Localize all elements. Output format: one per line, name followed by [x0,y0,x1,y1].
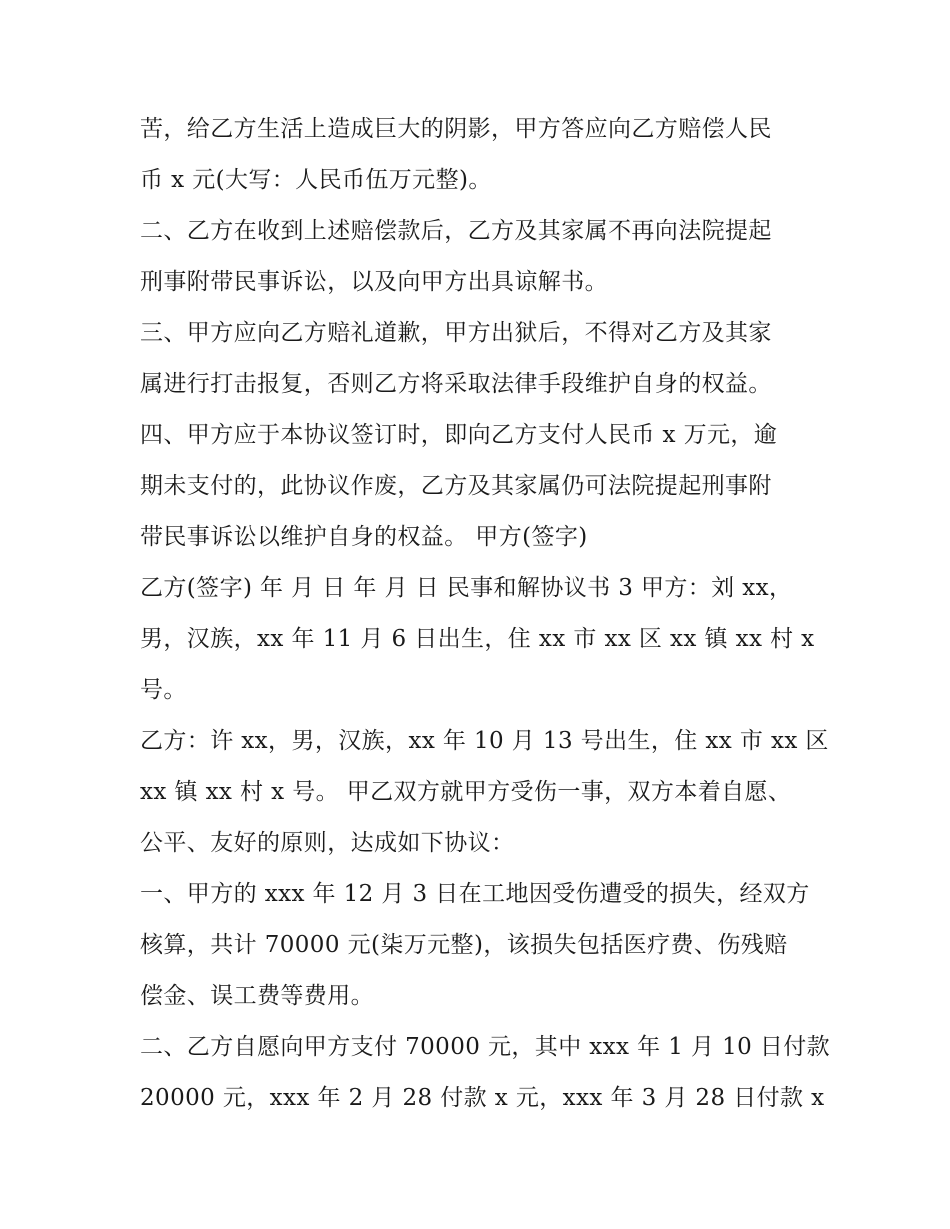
text-line: 币 x 元(大写：人民币伍万元整)。 [140,167,492,193]
text-line: 刑事附带民事诉讼，以及向甲方出具谅解书。 [140,269,608,295]
text-line: 乙方：许 xx，男，汉族，xx 年 10 月 13 号出生，住 xx 市 xx 区 [140,728,829,754]
text-line: 一、甲方的 xxx 年 12 月 3 日在工地因受伤遭受的损失，经双方 [140,881,810,907]
text-line: 属进行打击报复，否则乙方将采取法律手段维护自身的权益。 [140,371,772,397]
text-line: 20000 元，xxx 年 2 月 28 付款 x 元，xxx 年 3 月 28 日付款 x [140,1085,825,1111]
agreement-text [140,104,831,1124]
text-line: 核算，共计 70000 元(柒万元整)，该损失包括医疗费、伤残赔 [140,932,788,958]
text-line: 男，汉族，xx 年 11 月 6 日出生，住 xx 市 xx 区 xx 镇 xx 村 x [140,626,815,652]
text-line: 乙方(签字) 年 月 日 年 月 日 民事和解协议书 3 甲方：刘 xx， [140,575,793,601]
text-line: xx 镇 xx 村 x 号。 甲乙双方就甲方受伤一事，双方本着自愿、 [140,779,792,805]
text-line: 公平、友好的原则，达成如下协议： [140,830,515,856]
text-line: 偿金、误工费等费用。 [140,983,374,1009]
text-line: 苦，给乙方生活上造成巨大的阴影，甲方答应向乙方赔偿人民 [140,116,772,142]
text-line: 四、甲方应于本协议签订时，即向乙方支付人民币 x 万元，逾 [140,422,778,448]
text-line: 三、甲方应向乙方赔礼道歉，甲方出狱后，不得对乙方及其家 [140,320,772,346]
text-line: 带民事诉讼以维护自身的权益。 甲方(签字) [140,524,588,550]
text-line: 二、乙方在收到上述赔偿款后，乙方及其家属不再向法院提起 [140,218,772,244]
text-line: 二、乙方自愿向甲方支付 70000 元，其中 xxx 年 1 月 10 日付款 [140,1034,831,1060]
text-line: 期未支付的，此协议作废，乙方及其家属仍可法院提起刑事附 [140,473,772,499]
text-line: 号。 [140,677,187,703]
